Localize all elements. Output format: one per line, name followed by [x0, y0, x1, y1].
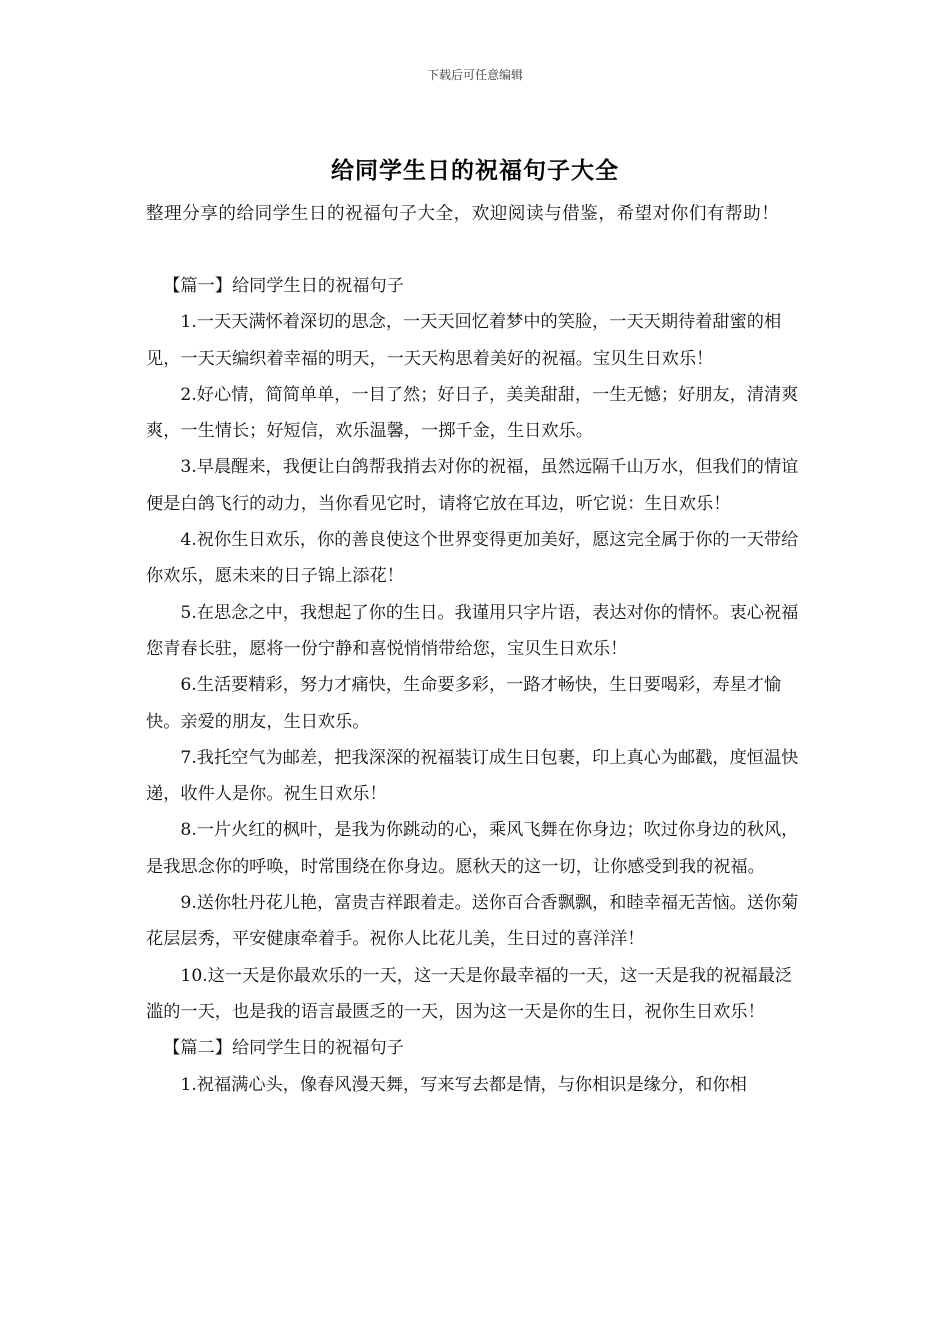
list-item: 2.好心情，简简单单，一目了然；好日子，美美甜甜，一生无憾；好朋友，清清爽爽，一生情长；好短信，欢乐温馨，一掷千金，生日欢乐。	[146, 384, 799, 442]
list-item: 1.祝福满心头，像春风漫天舞，写来写去都是情，与你相识是缘分，和你相	[180, 1074, 747, 1095]
section-heading: 【篇二】给同学生日的祝福句子	[163, 1038, 404, 1059]
document-body	[146, 268, 806, 1103]
document-title: 给同学生日的祝福句子大全	[331, 157, 619, 184]
list-item: 10.这一天是你最欢乐的一天，这一天是你最幸福的一天，这一天是我的祝福最泛滥的一天，也是我的语言最匮乏的一天，因为这一天是你的生日，祝你生日欢乐！	[146, 965, 793, 1022]
list-item: 9.送你牡丹花儿艳，富贵吉祥跟着走。送你百合香飘飘，和睦幸福无苦恼。送你菊花层层秀，平安健康牵着手。祝你人比花儿美，生日过的喜洋洋！	[146, 893, 799, 950]
list-item: 7.我托空气为邮差，把我深深的祝福装订成生日包裹，印上真心为邮戳，度恒温快递，收件人是你。祝生日欢乐！	[146, 747, 799, 805]
section-heading: 【篇一】给同学生日的祝福句子	[163, 276, 404, 296]
list-item: 4.祝你生日欢乐，你的善良使这个世界变得更加美好，愿这完全属于你的一天带给你欢乐，愿未来的日子锦上添花！	[146, 530, 799, 587]
list-item: 1.一天天满怀着深切的思念，一天天回忆着梦中的笑脸，一天天期待着甜蜜的相见，一天天编织着幸福的明天，一天天构思着美好的祝福。宝贝生日欢乐！	[146, 312, 782, 369]
list-item: 8.一片火红的枫叶，是我为你跳动的心，乘风飞舞在你身边；吹过你身边的秋风，是我思念你的呼唤，时常围绕在你身边。愿秋天的这一切，让你感受到我的祝福。	[146, 820, 799, 877]
list-item: 5.在思念之中，我想起了你的生日。我谨用只字片语，表达对你的情怀。衷心祝福您青春长驻，愿将一份宁静和喜悦悄悄带给您，宝贝生日欢乐！	[146, 602, 799, 659]
header-note: 下载后可任意编辑	[426, 68, 523, 82]
list-item: 6.生活要精彩，努力才痛快，生命要多彩，一路才畅快，生日要喝彩，寿星才愉快。亲爱的朋友，生日欢乐。	[146, 675, 782, 732]
intro-paragraph: 整理分享的给同学生日的祝福句子大全，欢迎阅读与借鉴，希望对你们有帮助！	[146, 204, 780, 224]
list-item: 3.早晨醒来，我便让白鸽帮我捎去对你的祝福，虽然远隔千山万水，但我们的情谊便是白鸽飞行的动力，当你看见它时，请将它放在耳边，听它说：生日欢乐！	[146, 457, 799, 514]
